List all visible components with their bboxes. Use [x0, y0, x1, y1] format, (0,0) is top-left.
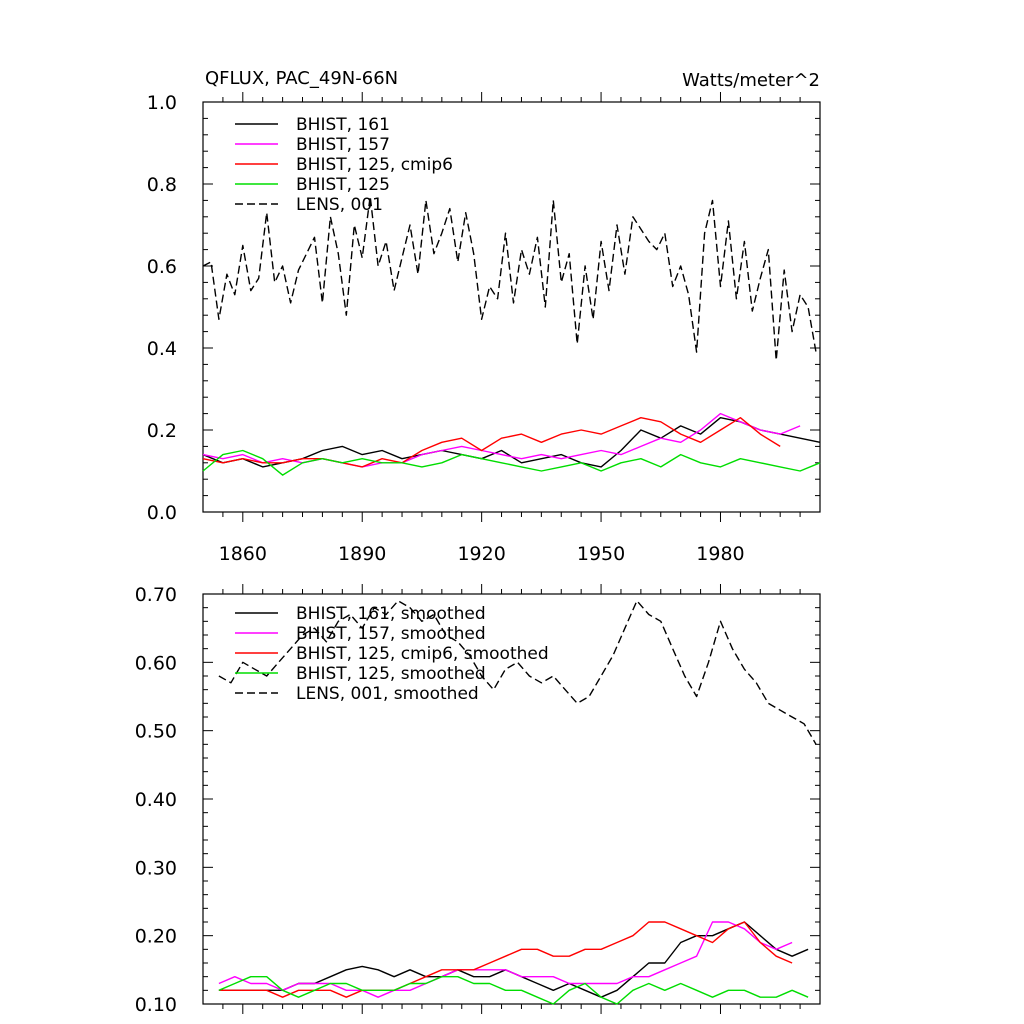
- y-tick-label: 0.8: [146, 174, 177, 196]
- legend-label: LENS, 001: [296, 195, 383, 215]
- y-tick-label: 0.2: [146, 420, 177, 442]
- x-tick-label: 1980: [696, 543, 745, 565]
- x-tick-label: 1860: [218, 543, 267, 565]
- panel-top: [147, 92, 820, 565]
- y-tick-label: 1.0: [146, 92, 177, 114]
- legend-label: BHIST, 161, smoothed: [296, 604, 486, 624]
- chart-title: QFLUX, PAC_49N-66N: [205, 68, 399, 89]
- x-tick-label: 1890: [338, 543, 387, 565]
- panel-bottom: [135, 584, 820, 1016]
- y-tick-label: 0.30: [134, 857, 177, 880]
- units-label: Watts/meter^2: [682, 70, 820, 91]
- x-tick-label: 1950: [576, 543, 626, 565]
- y-tick-label: 0.0: [146, 502, 177, 524]
- series-line-5: [203, 196, 816, 360]
- legend-label: BHIST, 157: [296, 135, 390, 155]
- legend-label: BHIST, 125, smoothed: [296, 664, 486, 684]
- legend-label: BHIST, 125, cmip6, smoothed: [296, 644, 549, 664]
- y-tick-label: 0.40: [134, 789, 177, 811]
- legend-label: BHIST, 125, cmip6: [296, 155, 453, 175]
- legend-label: BHIST, 125: [296, 175, 390, 195]
- y-tick-label: 0.50: [134, 720, 177, 743]
- y-tick-label: 0.4: [146, 338, 177, 360]
- series-line-3: [219, 922, 792, 997]
- legend-label: BHIST, 161: [296, 115, 390, 135]
- y-tick-label: 0.20: [134, 925, 177, 948]
- series-line-1: [219, 922, 808, 997]
- y-tick-label: 0.6: [146, 256, 177, 278]
- y-tick-label: 0.10: [134, 994, 177, 1016]
- series-line-2: [203, 414, 800, 467]
- legend-label: LENS, 001, smoothed: [296, 684, 479, 704]
- y-tick-label: 0.70: [134, 584, 177, 606]
- y-tick-label: 0.60: [134, 652, 177, 675]
- x-tick-label: 1920: [457, 543, 506, 565]
- series-line-2: [219, 922, 792, 997]
- series-line-4: [203, 451, 820, 476]
- legend-label: BHIST, 157, smoothed: [296, 624, 486, 644]
